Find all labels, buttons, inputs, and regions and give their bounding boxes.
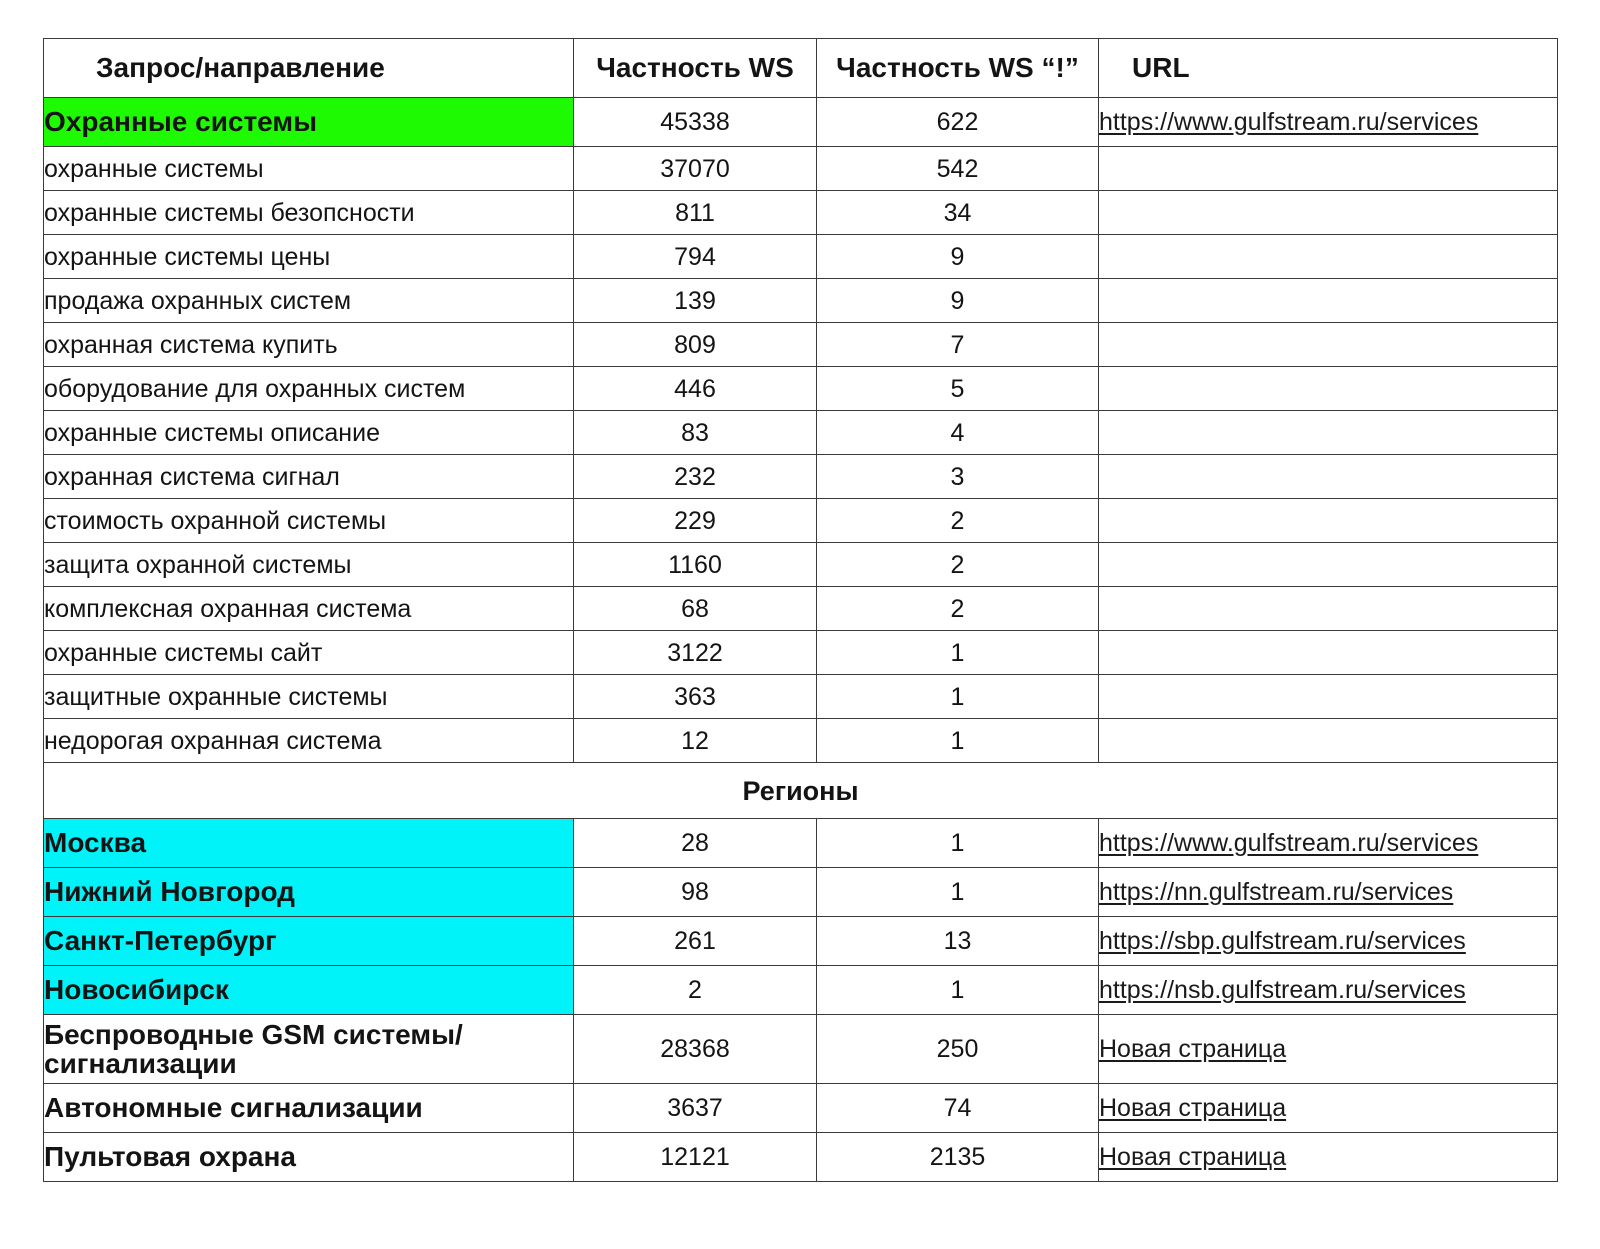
- keyword-freq-ws: 68: [574, 587, 817, 631]
- keyword-url: [1099, 719, 1558, 763]
- keyword-freq-ws-exact: 1: [817, 675, 1099, 719]
- keyword-query: защита охранной системы: [44, 543, 574, 587]
- region-row: [44, 868, 1558, 917]
- keyword-url: [1099, 235, 1558, 279]
- category-url-cell: [1099, 1015, 1558, 1084]
- keyword-url: [1099, 147, 1558, 191]
- keyword-freq-ws-exact: 1: [817, 631, 1099, 675]
- region-query: Нижний Новгород: [44, 868, 574, 917]
- category-freq-ws-exact: 250: [817, 1015, 1099, 1084]
- keyword-query: охранные системы безопсности: [44, 191, 574, 235]
- keyword-freq-ws-exact: 3: [817, 455, 1099, 499]
- keyword-freq-ws-exact: 9: [817, 279, 1099, 323]
- keyword-freq-ws: 1160: [574, 543, 817, 587]
- keyword-freq-ws: 811: [574, 191, 817, 235]
- keyword-url: [1099, 279, 1558, 323]
- category-url-link[interactable]: Новая страница: [1099, 1094, 1287, 1122]
- category-url-link[interactable]: Новая страница: [1099, 1035, 1287, 1063]
- header-url: URL: [1099, 39, 1558, 98]
- category-freq-ws-exact: 74: [817, 1084, 1099, 1133]
- category-freq-ws: 12121: [574, 1133, 817, 1182]
- region-query: Санкт-Петербург: [44, 917, 574, 966]
- keyword-query: стоимость охранной системы: [44, 499, 574, 543]
- header-query: Запрос/направление: [44, 39, 574, 98]
- region-query: Новосибирск: [44, 966, 574, 1015]
- table-row: [44, 455, 1558, 499]
- table-row: [44, 631, 1558, 675]
- region-freq-ws-exact: 1: [817, 868, 1099, 917]
- keyword-url: [1099, 191, 1558, 235]
- keyword-freq-ws-exact: 9: [817, 235, 1099, 279]
- table-row: [44, 279, 1558, 323]
- keyword-url: [1099, 455, 1558, 499]
- table-row: [44, 235, 1558, 279]
- category-freq-ws: 3637: [574, 1084, 817, 1133]
- table-row: [44, 323, 1558, 367]
- keyword-freq-ws-exact: 7: [817, 323, 1099, 367]
- keyword-url: [1099, 367, 1558, 411]
- region-freq-ws: 98: [574, 868, 817, 917]
- region-url-cell: [1099, 868, 1558, 917]
- regions-section-row: [44, 763, 1558, 819]
- region-freq-ws-exact: 1: [817, 966, 1099, 1015]
- region-row: [44, 966, 1558, 1015]
- keyword-url: [1099, 499, 1558, 543]
- category-query: Беспроводные GSM системы/ сигнализации: [44, 1015, 574, 1084]
- keyword-freq-ws-exact: 2: [817, 587, 1099, 631]
- group-url-cell: [1099, 98, 1558, 147]
- region-url-link[interactable]: https://sbp.gulfstream.ru/services: [1099, 927, 1466, 955]
- keyword-query: охранная система сигнал: [44, 455, 574, 499]
- region-url-link[interactable]: https://nn.gulfstream.ru/services: [1099, 878, 1454, 906]
- region-freq-ws: 2: [574, 966, 817, 1015]
- keyword-url: [1099, 323, 1558, 367]
- keyword-query: комплексная охранная система: [44, 587, 574, 631]
- keyword-url: [1099, 411, 1558, 455]
- header-row: [44, 39, 1558, 98]
- group-query: Охранные системы: [44, 98, 574, 147]
- region-row: [44, 819, 1558, 868]
- table-row: [44, 719, 1558, 763]
- table-row: [44, 191, 1558, 235]
- category-freq-ws: 28368: [574, 1015, 817, 1084]
- region-url-cell: [1099, 917, 1558, 966]
- regions-section-title: Регионы: [44, 763, 1558, 819]
- category-row: [44, 1133, 1558, 1182]
- group-freq-ws-exact: 622: [817, 98, 1099, 147]
- table-row: [44, 499, 1558, 543]
- keyword-freq-ws: 794: [574, 235, 817, 279]
- category-url-link[interactable]: Новая страница: [1099, 1143, 1287, 1171]
- region-url-cell: [1099, 819, 1558, 868]
- table-row: [44, 411, 1558, 455]
- keyword-freq-ws: 446: [574, 367, 817, 411]
- category-url-cell: [1099, 1133, 1558, 1182]
- category-query: Пультовая охрана: [44, 1133, 574, 1182]
- keyword-query: защитные охранные системы: [44, 675, 574, 719]
- region-url-cell: [1099, 966, 1558, 1015]
- table-row: [44, 367, 1558, 411]
- group-freq-ws: 45338: [574, 98, 817, 147]
- region-freq-ws: 28: [574, 819, 817, 868]
- keyword-freq-ws: 809: [574, 323, 817, 367]
- region-freq-ws-exact: 1: [817, 819, 1099, 868]
- keyword-freq-ws: 37070: [574, 147, 817, 191]
- header-freq-ws-exact: Частность WS “!”: [817, 39, 1099, 98]
- category-query: Автономные сигнализации: [44, 1084, 574, 1133]
- category-row: [44, 1015, 1558, 1084]
- table-row: [44, 675, 1558, 719]
- region-freq-ws: 261: [574, 917, 817, 966]
- keyword-query: охранные системы: [44, 147, 574, 191]
- keyword-freq-ws-exact: 542: [817, 147, 1099, 191]
- keyword-freq-ws: 232: [574, 455, 817, 499]
- keyword-freq-ws: 139: [574, 279, 817, 323]
- category-row: [44, 1084, 1558, 1133]
- keyword-query: продажа охранных систем: [44, 279, 574, 323]
- keyword-freq-ws-exact: 5: [817, 367, 1099, 411]
- keyword-freq-ws-exact: 34: [817, 191, 1099, 235]
- region-freq-ws-exact: 13: [817, 917, 1099, 966]
- keyword-query: охранная система купить: [44, 323, 574, 367]
- keyword-freq-ws: 83: [574, 411, 817, 455]
- keyword-freq-ws: 363: [574, 675, 817, 719]
- keyword-table: [43, 38, 1558, 1182]
- header-freq-ws: Частность WS: [574, 39, 817, 98]
- keyword-query: охранные системы цены: [44, 235, 574, 279]
- keyword-freq-ws: 229: [574, 499, 817, 543]
- group-row: [44, 98, 1558, 147]
- region-url-link[interactable]: https://www.gulfstream.ru/services: [1099, 829, 1479, 857]
- keyword-query: недорогая охранная система: [44, 719, 574, 763]
- keyword-url: [1099, 631, 1558, 675]
- keyword-freq-ws-exact: 1: [817, 719, 1099, 763]
- keyword-freq-ws: 12: [574, 719, 817, 763]
- keyword-query: охранные системы описание: [44, 411, 574, 455]
- table-row: [44, 587, 1558, 631]
- keyword-freq-ws: 3122: [574, 631, 817, 675]
- keyword-query: охранные системы сайт: [44, 631, 574, 675]
- table-row: [44, 147, 1558, 191]
- region-row: [44, 917, 1558, 966]
- keyword-freq-ws-exact: 2: [817, 499, 1099, 543]
- keyword-freq-ws-exact: 2: [817, 543, 1099, 587]
- category-freq-ws-exact: 2135: [817, 1133, 1099, 1182]
- region-query: Москва: [44, 819, 574, 868]
- keyword-url: [1099, 543, 1558, 587]
- group-url-link[interactable]: https://www.gulfstream.ru/services: [1099, 108, 1479, 136]
- region-url-link[interactable]: https://nsb.gulfstream.ru/services: [1099, 976, 1466, 1004]
- keyword-url: [1099, 675, 1558, 719]
- table-row: [44, 543, 1558, 587]
- keyword-query: оборудование для охранных систем: [44, 367, 574, 411]
- keyword-url: [1099, 587, 1558, 631]
- category-url-cell: [1099, 1084, 1558, 1133]
- keyword-freq-ws-exact: 4: [817, 411, 1099, 455]
